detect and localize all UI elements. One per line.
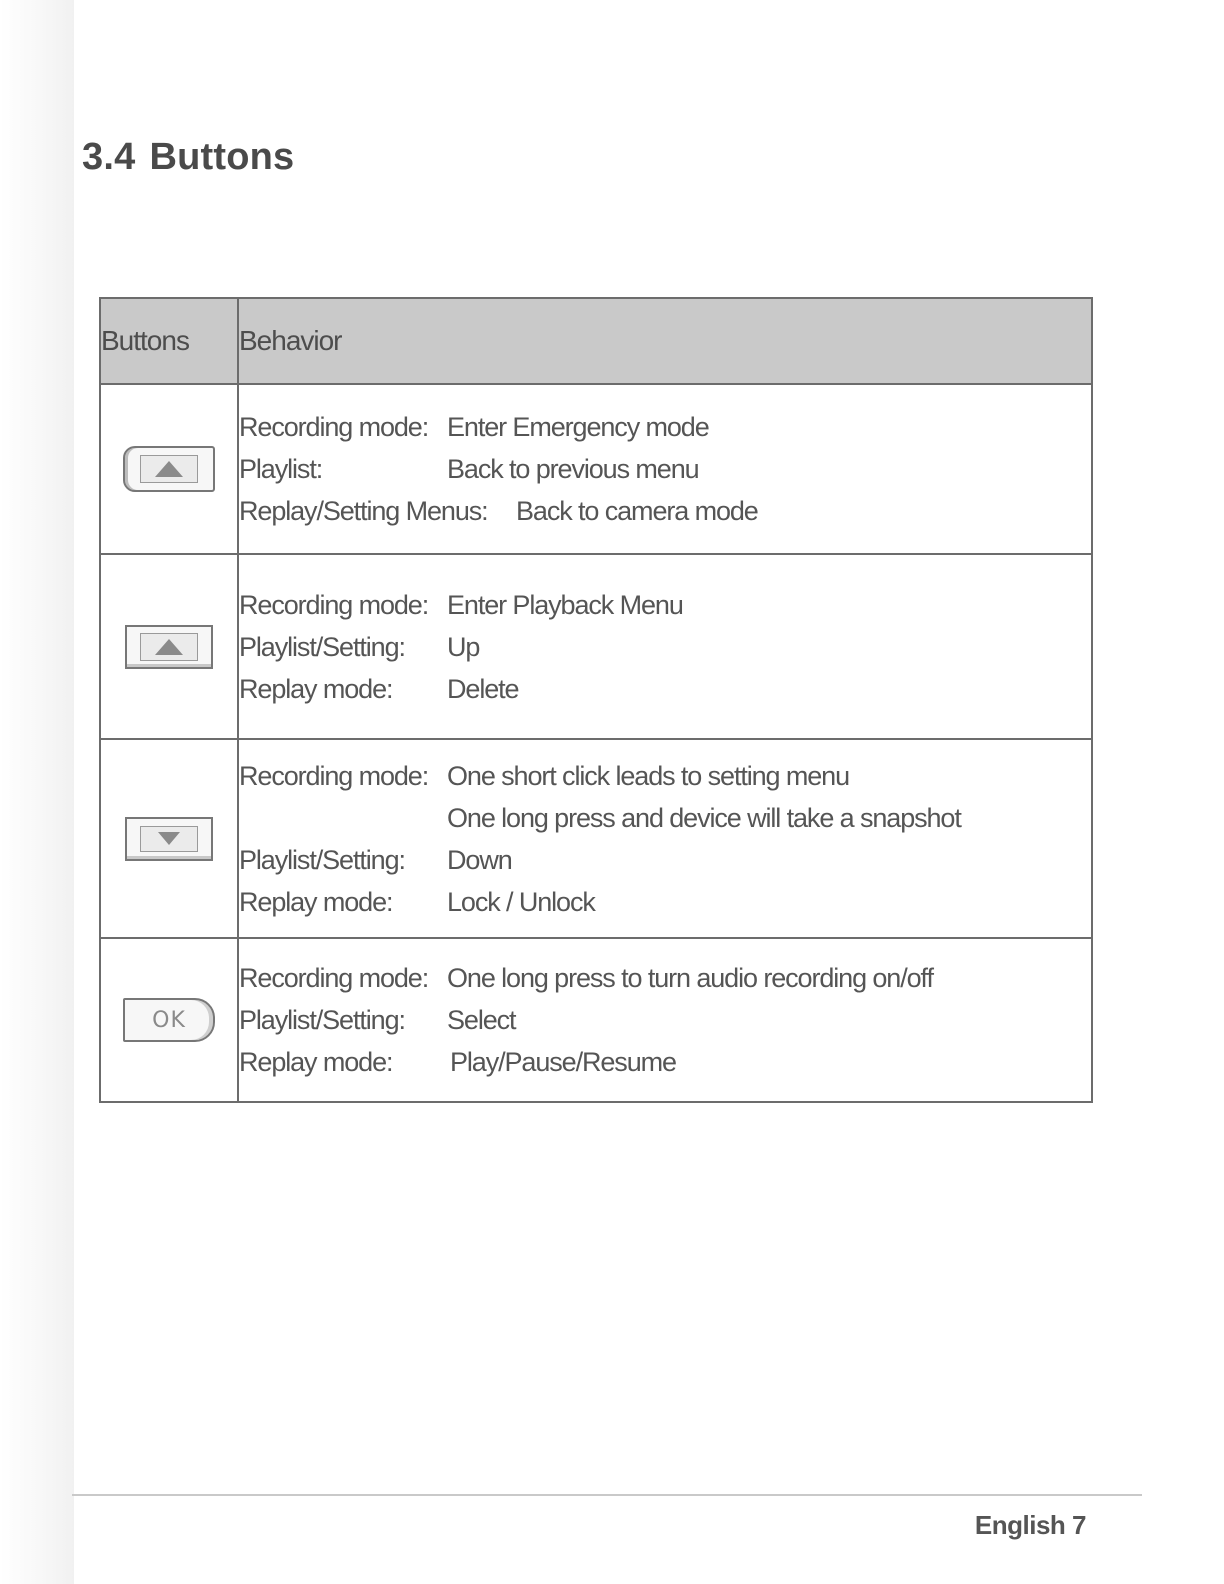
mode-label: Replay mode: [239, 673, 393, 704]
mode-label: Recording mode: [239, 589, 429, 620]
table-row [100, 384, 1092, 554]
mode-value: Lock / Unlock [447, 886, 595, 917]
behavior-line [239, 584, 1091, 626]
mode-label: Recording mode: [239, 963, 429, 993]
behavior-line [239, 999, 1091, 1041]
mode-value: Enter Emergency mode [447, 412, 709, 442]
down-triangle-button-icon [125, 817, 213, 861]
footer-divider [72, 1494, 1142, 1496]
scan-edge-shadow [0, 0, 74, 1584]
mode-label: Playlist/Setting: [239, 1005, 405, 1035]
section-title: Buttons [149, 136, 295, 178]
behavior-line [239, 448, 1091, 490]
header-behavior: Behavior [238, 298, 1092, 384]
behavior-line [239, 490, 1091, 532]
behavior-cell [238, 554, 1092, 739]
mode-value: Up [447, 631, 480, 662]
button-cell [100, 384, 238, 554]
behavior-line [239, 755, 1091, 797]
mode-value: Down [447, 844, 512, 875]
mode-label: Playlist/Setting: [239, 844, 405, 875]
mode-label: Replay/Setting Menus: [239, 496, 488, 526]
behavior-line [239, 668, 1091, 710]
mode-value: Play/Pause/Resume [450, 1047, 676, 1077]
behavior-line [239, 957, 1091, 999]
table-row [100, 554, 1092, 739]
mode-value: Delete [447, 673, 519, 704]
behavior-line [239, 406, 1091, 448]
mode-value: Select [447, 1005, 516, 1035]
mode-value: Back to previous menu [447, 454, 699, 484]
button-cell [100, 938, 238, 1102]
behavior-line [239, 839, 1091, 881]
header-buttons: Buttons [100, 298, 238, 384]
button-cell [100, 554, 238, 739]
behavior-cell [238, 938, 1092, 1102]
behavior-line [239, 626, 1091, 668]
table-row [100, 739, 1092, 938]
table-row [100, 938, 1092, 1102]
page-footer: English 7 [974, 1510, 1086, 1540]
mode-label [239, 797, 447, 839]
up-triangle-button-icon [125, 625, 213, 669]
button-cell [100, 739, 238, 938]
mode-label: Replay mode: [239, 886, 393, 917]
behavior-line [239, 797, 1091, 839]
behavior-line [239, 881, 1091, 923]
mode-label: Replay mode: [239, 1047, 393, 1077]
mode-label: Recording mode: [239, 760, 429, 791]
up-triangle-rounded-button-icon [123, 446, 215, 492]
behavior-cell [238, 739, 1092, 938]
ok-button-label: OK [152, 1007, 186, 1033]
mode-label: Recording mode: [239, 412, 429, 442]
behavior-cell [238, 384, 1092, 554]
mode-value: Back to camera mode [516, 496, 758, 526]
mode-value: One long press and device will take a snapshot [447, 802, 961, 833]
mode-value: Enter Playback Menu [447, 589, 683, 620]
section-heading [82, 136, 294, 179]
mode-label: Playlist: [239, 454, 323, 484]
ok-button-icon [123, 998, 215, 1042]
mode-value: One short click leads to setting menu [447, 760, 850, 791]
mode-label: Playlist/Setting: [239, 631, 405, 662]
section-number: 3.4 [82, 136, 136, 178]
behavior-line [239, 1041, 1091, 1083]
mode-value: One long press to turn audio recording on/off [447, 963, 933, 993]
buttons-table [99, 297, 1093, 1103]
table-header-row [100, 298, 1092, 384]
